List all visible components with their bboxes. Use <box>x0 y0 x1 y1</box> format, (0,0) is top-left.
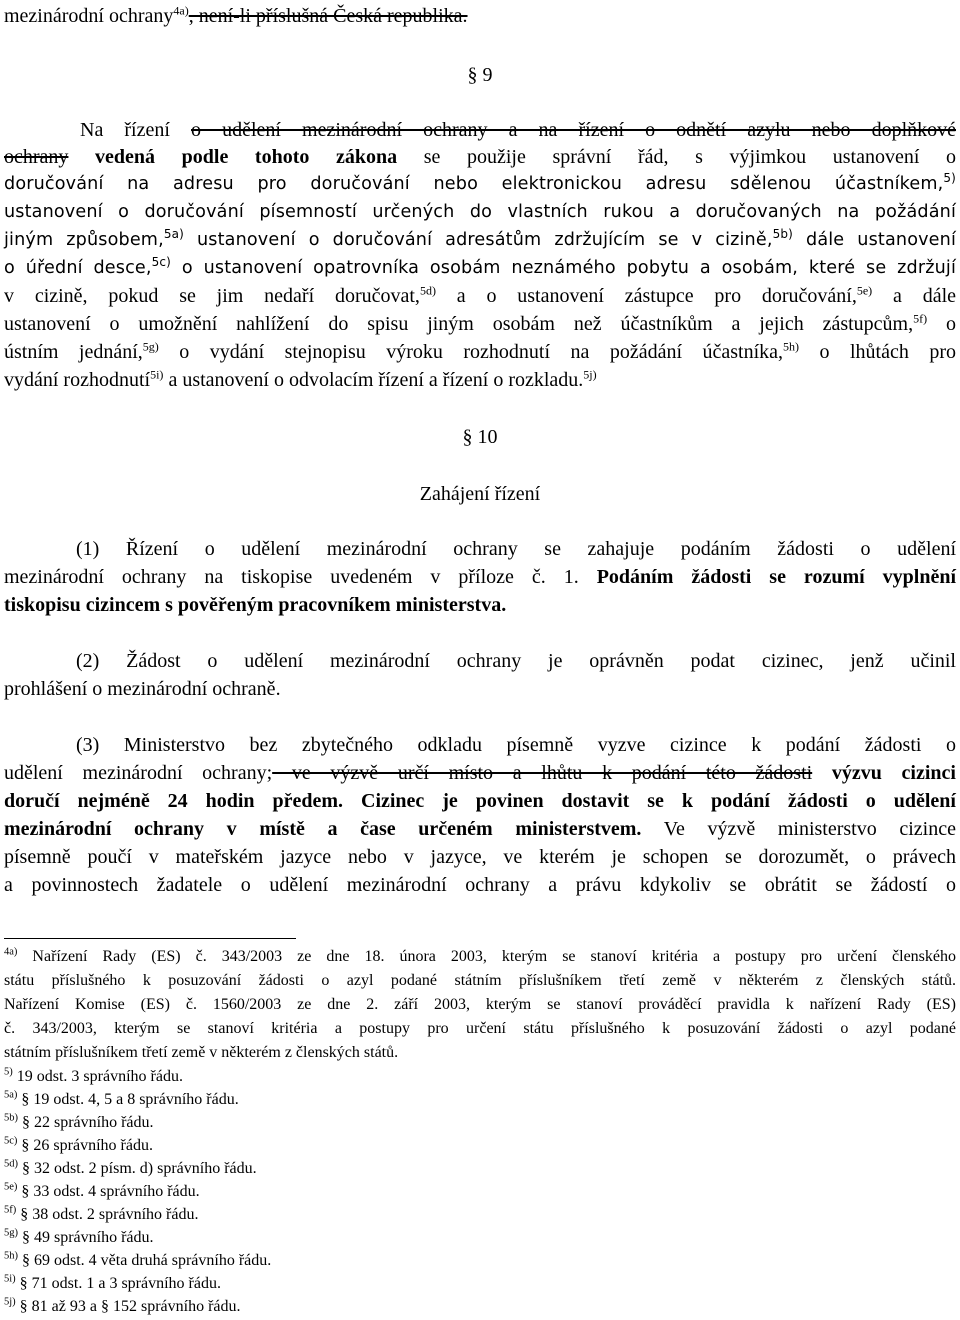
bold-text: výzvu cizinci <box>812 762 956 784</box>
footnote-mark: 5) <box>4 1066 13 1078</box>
bold-text: tiskopisu cizincem s pověřeným pracovníkem ministerstva. <box>4 594 507 616</box>
footnote-item: $^{5a)}$ § 19 odst. 4, 5 a 8 správního řádu. <box>4 1089 239 1108</box>
footnote-item: $^{5c)}$ § 26 správního řádu. <box>4 1135 153 1154</box>
footnote-4a-line-5: státním příslušníkem třetí země v některém z členských států. <box>4 1044 399 1061</box>
bold-text: Podáním žádosti se rozumí vyplnění <box>596 566 956 588</box>
footnote-ref: 5e) <box>856 283 873 298</box>
footnote-mark: 5h) <box>4 1250 18 1262</box>
p3-line-4: mezinárodní ochrany v místě a čase určeném ministerstvem. Ve výzvě ministerstvo cizince <box>4 818 956 840</box>
s9-line-9: ústním jednání,$^{5g)}$ o vydání stejnopisu výroku rozhodnutí na požádání účastníka,$^{5h)}$ o lhůtách pro <box>4 339 956 363</box>
footnote-mark: 5a) <box>4 1089 18 1101</box>
p3-line-2: udělení mezinárodní ochrany; ve výzvě určí místo a lhůtu k podání této žádosti výzvu cizinci <box>4 762 956 784</box>
footnote-4a-line-1: $^{4a)}$ Nařízení Rady (ES) č. 343/2003 ze dne 18. února 2003, kterým se stanoví kritéria a postupy pro určení členského <box>4 946 956 965</box>
p2-line-1: (2) Žádost o udělení mezinárodní ochrany je oprávněn podat cizinec, jenž učinil <box>76 650 956 672</box>
footnote-4a-line-4: č. 343/2003, kterým se stanoví kritéria a postupy pro určení státu příslušného k posuzování žádosti o azyl podané <box>4 1020 956 1037</box>
footnote-4a-line-2: státu příslušného k posuzování žádosti o azyl podané státním příslušníkem třetí země v některém z členských států. <box>4 972 956 989</box>
footnote-item: $^{5h)}$ § 69 odst. 4 věta druhá správního řádu. <box>4 1250 272 1269</box>
struck-text: ochrany <box>4 146 69 168</box>
footnote-item: $^{5)}$ 19 odst. 3 správního řádu. <box>4 1066 183 1085</box>
footnote-item: $^{5f)}$ § 38 odst. 2 správního řádu. <box>4 1204 199 1223</box>
s9-line-4: ustanovení o doručování písemností určených do vlastních rukou a doručovaných na požádání <box>4 202 956 222</box>
p2-line-2: prohlášení o mezinárodní ochraně. <box>4 678 281 700</box>
footnote-item: $^{5b)}$ § 22 správního řádu. <box>4 1112 154 1131</box>
struck-text: , není-li příslušná Česká republika. <box>188 5 468 27</box>
footnote-mark: 5b) <box>4 1112 18 1124</box>
p1-line-1: (1) Řízení o udělení mezinárodní ochrany se zahajuje podáním žádosti o udělení <box>76 538 956 560</box>
bold-text: vedená podle tohoto zákona <box>68 146 398 168</box>
p1-line-3 <box>4 593 956 617</box>
s9-line-5: jiným způsobem,$^{5a)}$ ustanovení o doručování adresátům zdržujícím se v cizině,$^{5b)}$ dále ustanovení <box>4 227 956 250</box>
s9-line-7: v cizině, pokud se jim nedaří doručovat,$^{5d)}$ a o ustanovení zástupce pro doručování,$^{5e)}$ a dále <box>4 283 957 307</box>
footnote-ref: 5j) <box>583 367 597 382</box>
footnote-mark: 5g) <box>4 1227 18 1239</box>
footnote-ref: 5) <box>943 171 956 186</box>
footnote-ref: 5i) <box>150 367 164 382</box>
footnote-item: $^{5j)}$ § 81 až 93 a § 152 správního řádu. <box>4 1296 241 1315</box>
s9-line-6: o úřední desce,$^{5c)}$ o ustanovení opatrovníka osobám neznámého pobytu a osobám, které se zdržují <box>4 255 956 278</box>
p1-line-2: mezinárodní ochrany na tiskopise uvedeném v příloze č. 1. Podáním žádosti se rozumí vyplnění <box>4 566 956 588</box>
p3-line-6: a povinnostech žadatele o udělení mezinárodní ochrany a právu kdykoliv se obrátit se žádostí o <box>4 874 956 896</box>
footnote-mark: 5i) <box>4 1273 16 1285</box>
footnote-mark: 5f) <box>4 1204 17 1216</box>
footnote-ref: 5d) <box>419 283 436 298</box>
footnote-mark: 5e) <box>4 1181 18 1193</box>
footnote-item: $^{5g)}$ § 49 správního řádu. <box>4 1227 154 1246</box>
section-10-title: Zahájení řízení <box>419 483 541 505</box>
top-line: mezinárodní ochrany$^{4a)}$, není-li příslušná Česká republika. <box>4 3 468 27</box>
p3-line-1: (3) Ministerstvo bez zbytečného odkladu písemně vyzve cizince k podání žádosti o <box>76 734 956 756</box>
footnote-4a-line-3: Nařízení Komise (ES) č. 1560/2003 ze dne 2. září 2003, kterým se stanoví prováděcí pravidla k nařízení Rady (ES) <box>4 996 956 1013</box>
footnote-mark: 5c) <box>4 1135 18 1147</box>
p3-line-3 <box>4 789 956 813</box>
section-9-heading: § 9 <box>467 64 493 86</box>
s9-line-1: Na řízení o udělení mezinárodní ochrany a na řízení o odnětí azylu nebo doplňkové <box>80 119 956 141</box>
s9-line-2: ochrany vedená podle tohoto zákona se použije správní řád, s výjimkou ustanovení o <box>4 146 957 168</box>
footnote-separator <box>4 938 296 939</box>
bold-text: doručí nejméně 24 hodin předem. Cizinec je povinen dostavit se k podání žádosti o udělení <box>4 790 956 812</box>
s9-line-8: ustanovení o umožnění nahlížení do spisu jiným osobám než účastníkům a jejich zástupcům,$^{5f)}$ o <box>4 311 956 335</box>
footnote-ref: 5f) <box>913 311 928 326</box>
section-10-heading: § 10 <box>462 426 498 448</box>
s9-line-3: doručování na adresu pro doručování nebo elektronickou adresu sdělenou účastníkem,$^{5)}$ <box>4 171 956 194</box>
footnote-mark: 5d) <box>4 1158 18 1170</box>
footnote-ref: 5c) <box>151 255 172 270</box>
footnote-item: $^{5e)}$ § 33 odst. 4 správního řádu. <box>4 1181 200 1200</box>
footnote-mark: 5j) <box>4 1296 16 1308</box>
footnote-ref: 5b) <box>772 227 793 242</box>
struck-text: ve výzvě určí místo a lhůtu k podání této žádosti <box>272 762 813 784</box>
footnote-mark: 4a) <box>4 946 18 958</box>
bold-text: mezinárodní ochrany v místě a čase určeném ministerstvem. <box>4 818 642 840</box>
footnote-ref: 5g) <box>142 339 159 354</box>
footnote-item: $^{5i)}$ § 71 odst. 1 a 3 správního řádu. <box>4 1273 221 1292</box>
footnote-ref: 4a) <box>173 3 189 18</box>
s9-line-10: vydání rozhodnutí$^{5i)}$ a ustanovení o odvolacím řízení a řízení o rozkladu.$^{5j)}$ <box>4 367 597 391</box>
footnote-ref: 5a) <box>163 227 184 242</box>
footnote-item: $^{5d)}$ § 32 odst. 2 písm. d) správního řádu. <box>4 1158 257 1177</box>
struck-text: o udělení mezinárodní ochrany a na řízení o odnětí azylu nebo doplňkové <box>191 119 956 141</box>
footnote-ref: 5h) <box>783 339 800 354</box>
p3-line-5: písemně poučí v mateřském jazyce nebo v jazyce, ve kterém je schopen se dorozumět, o právech <box>4 846 956 868</box>
